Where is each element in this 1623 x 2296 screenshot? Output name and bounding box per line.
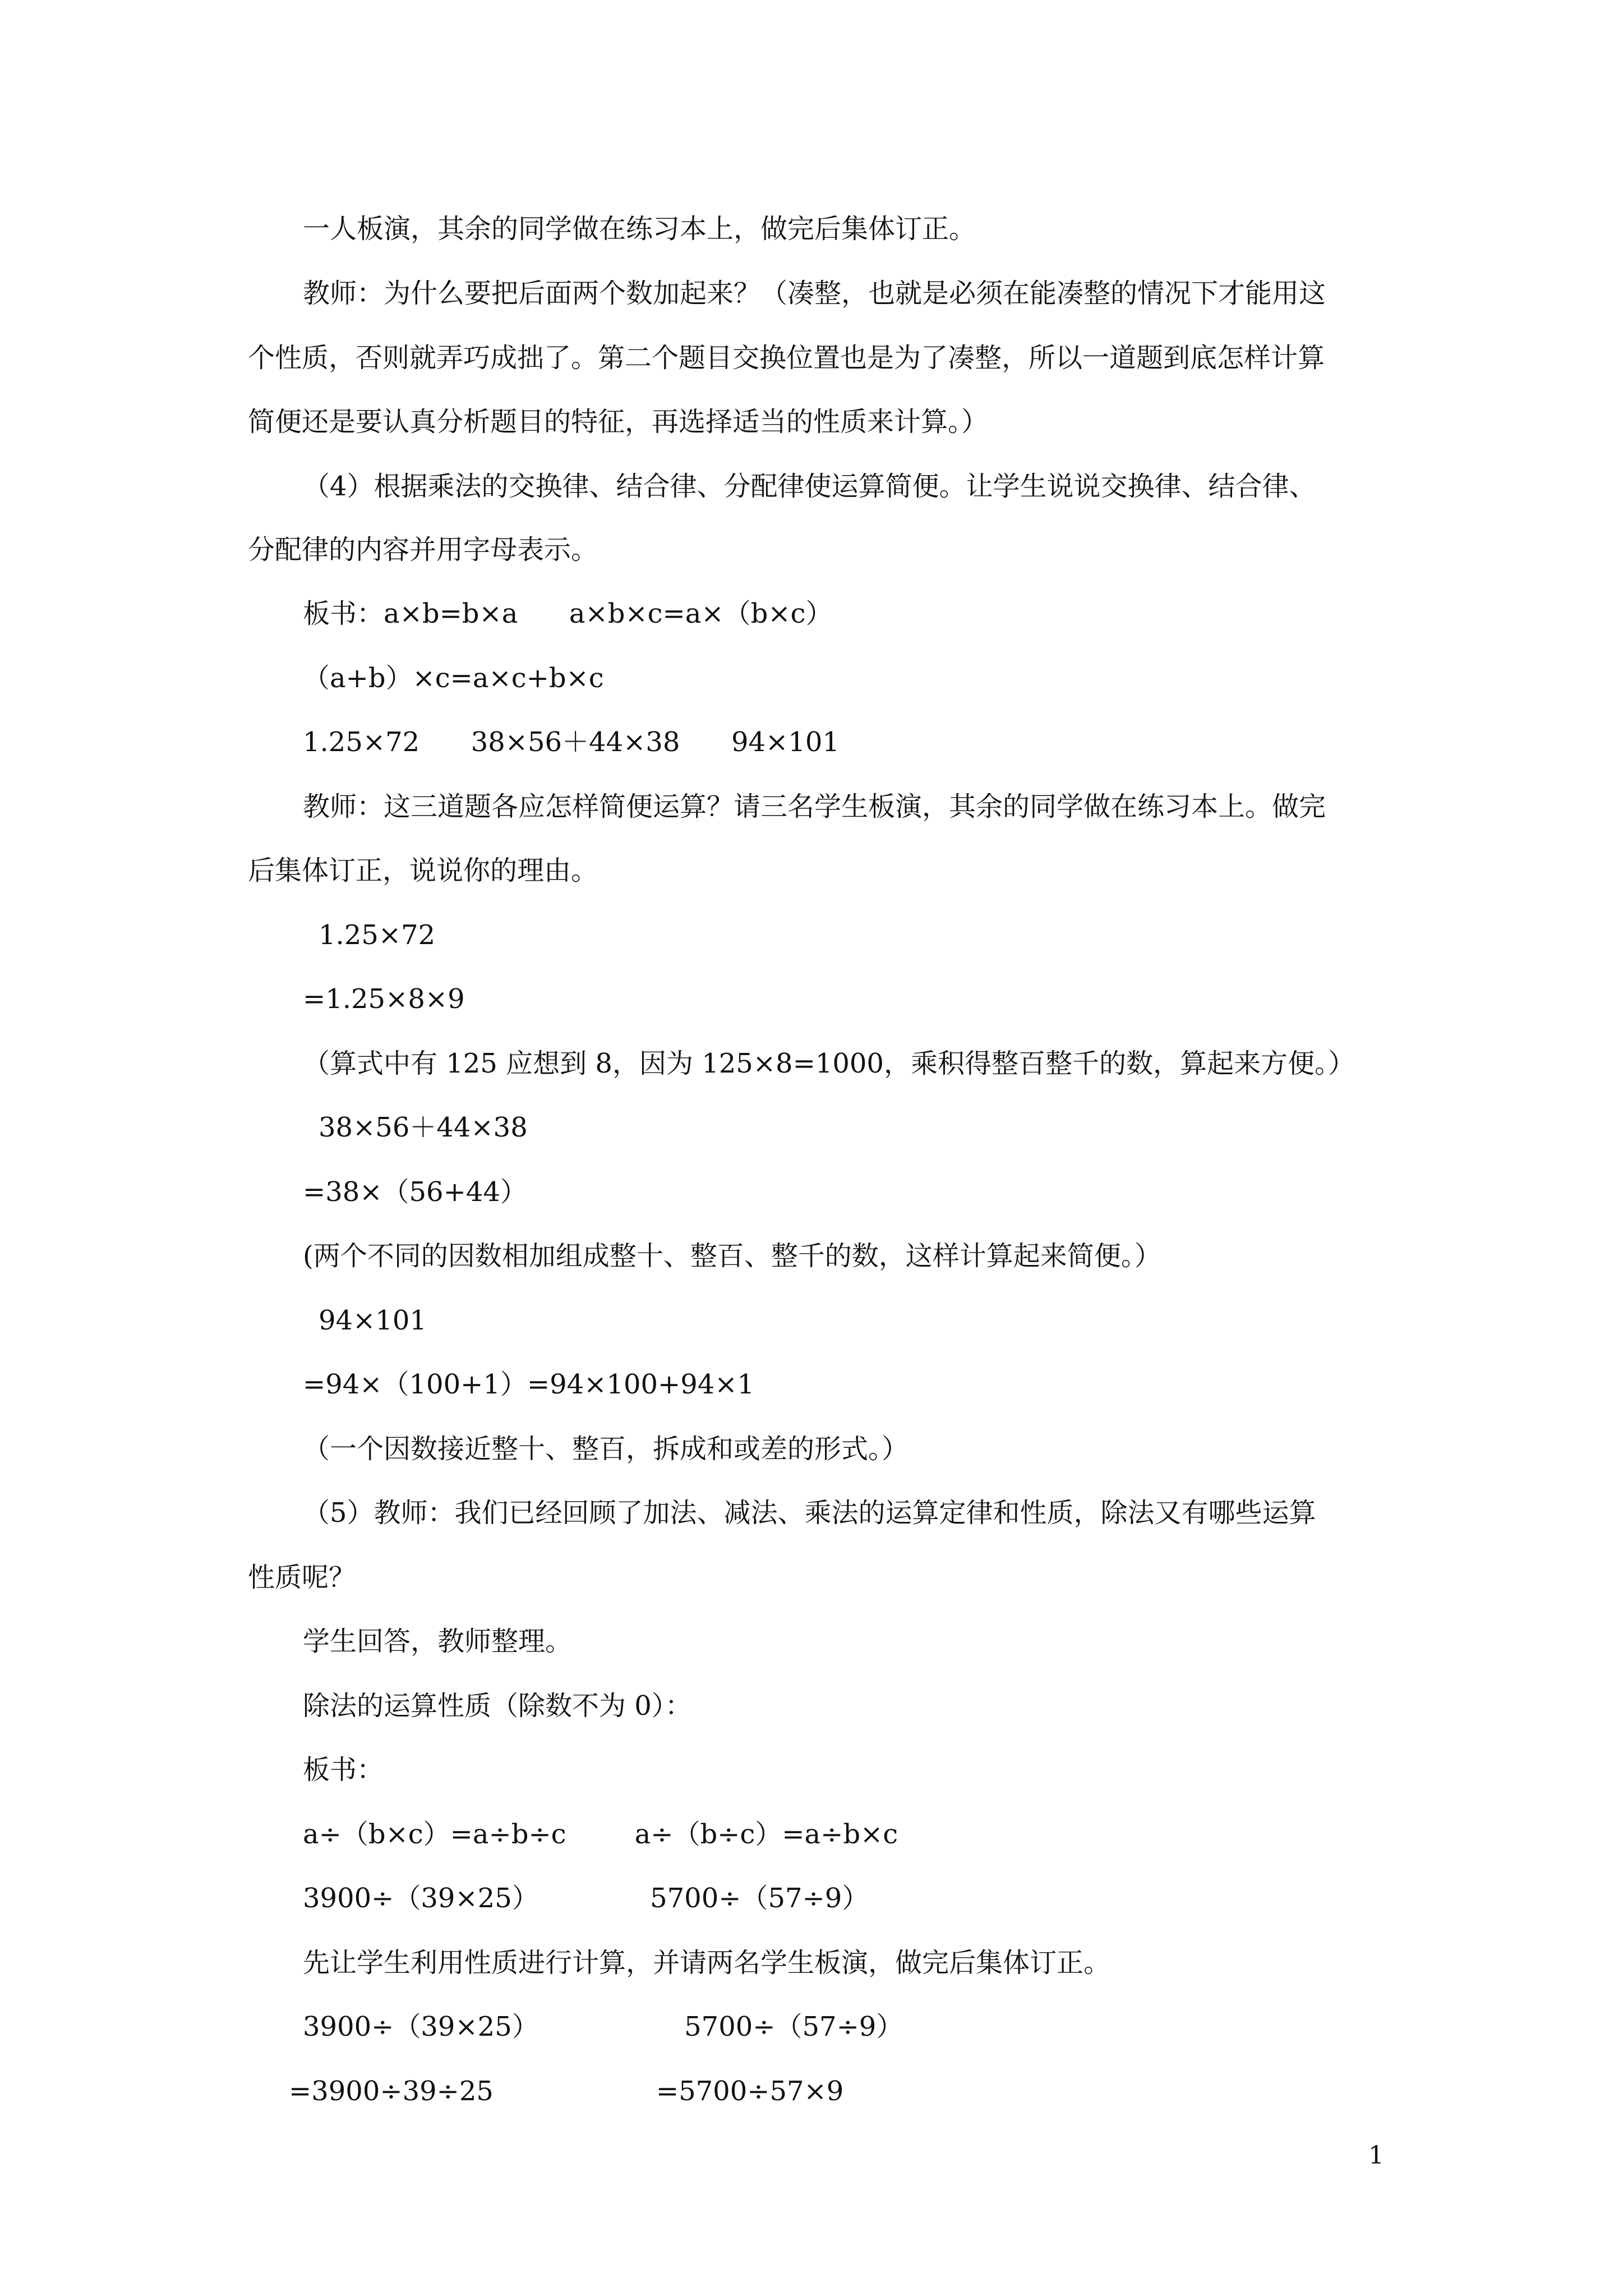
text-line: （a+b）×c=a×c+b×c	[303, 662, 604, 694]
text-line: 板书：	[303, 1754, 384, 1786]
text-line: （算式中有 125 应想到 8，因为 125×8=1000，乘积得整百整千的数，算起来方便。）	[303, 1048, 1355, 1079]
text-line: 先让学生利用性质进行计算，并请两名学生板演，做完后集体订正。	[303, 1947, 1111, 1978]
text-line: 学生回答，教师整理。	[303, 1626, 573, 1657]
text-line: 教师：这三道题各应怎样简便运算？请三名学生板演，其余的同学做在练习本上。做完	[303, 791, 1326, 822]
text-line: 简便还是要认真分析题目的特征，再选择适当的性质来计算。）	[248, 406, 989, 438]
page-number: 1	[1368, 2141, 1384, 2170]
text-line: 1.25×72 38×56＋44×38 94×101	[303, 726, 840, 758]
text-line: 分配律的内容并用字母表示。	[248, 534, 598, 565]
text-line: 1.25×72	[319, 919, 436, 951]
text-line: （一个因数接近整十、整百，拆成和或差的形式。）	[303, 1433, 909, 1465]
text-line: =1.25×8×9	[303, 983, 465, 1015]
text-line: a÷（b×c）=a÷b÷c a÷（b÷c）=a÷b×c	[303, 1819, 898, 1850]
text-line: （5）教师：我们已经回顾了加法、减法、乘法的运算定律和性质，除法又有哪些运算	[303, 1497, 1316, 1529]
text-line: 除法的运算性质（除数不为 0）：	[303, 1690, 692, 1722]
text-line: 性质呢？	[248, 1562, 356, 1593]
text-line: 3900÷（39×25） 5700÷（57÷9）	[303, 1883, 869, 1914]
text-line: 94×101	[319, 1305, 427, 1336]
text-line: (两个不同的因数相加组成整十、整百、整千的数，这样计算起来简便。）	[303, 1240, 1161, 1272]
text-line: 板书：a×b=b×a a×b×c=a×（b×c）	[303, 598, 833, 629]
text-line: （4）根据乘法的交换律、结合律、分配律使运算简便。让学生说说交换律、结合律、	[303, 471, 1316, 502]
text-line: =94×（100+1）=94×100+94×1	[303, 1369, 755, 1400]
text-line: 一人板演，其余的同学做在练习本上，做完后集体订正。	[303, 213, 976, 245]
text-line: 38×56＋44×38	[319, 1112, 528, 1143]
text-line: 3900÷（39×25） 5700÷（57÷9）	[303, 2011, 903, 2042]
text-line: =3900÷39÷25 =5700÷57×9	[289, 2076, 844, 2107]
text-line: 教师：为什么要把后面两个数加起来？（凑整，也就是必须在能凑整的情况下才能用这	[303, 278, 1326, 309]
text-line: 后集体订正，说说你的理由。	[248, 855, 598, 886]
text-line: 个性质，否则就弄巧成拙了。第二个题目交换位置也是为了凑整，所以一道题到底怎样计算	[248, 342, 1325, 374]
text-line: =38×（56+44）	[303, 1176, 527, 1208]
